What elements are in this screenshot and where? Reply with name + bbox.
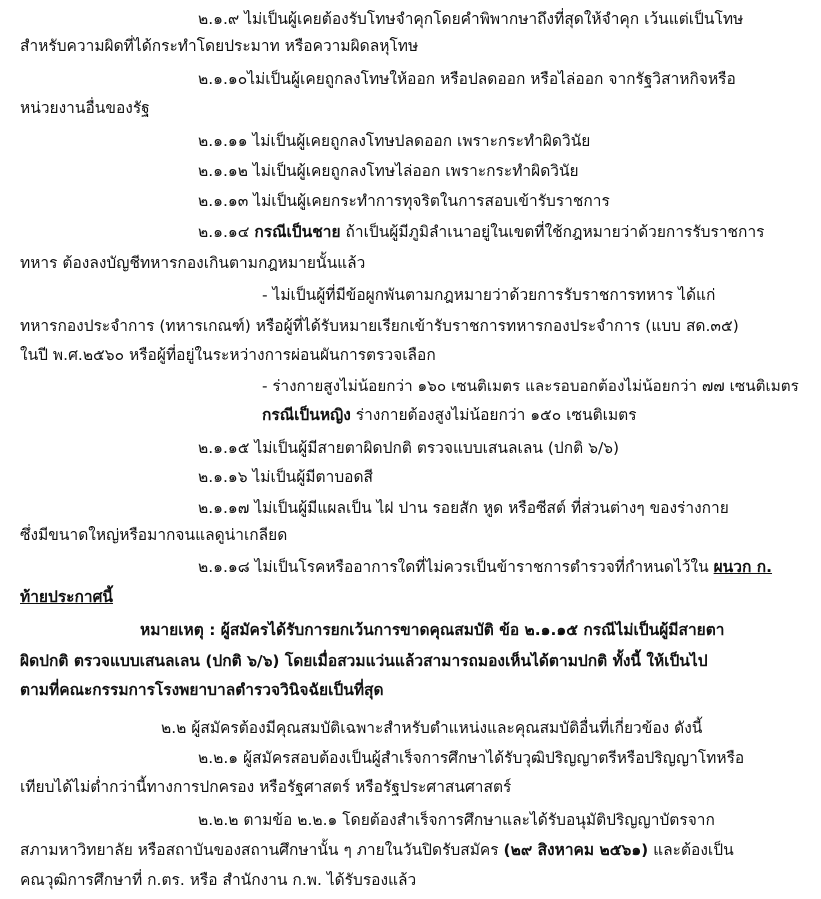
text-line: ทหารกองประจำการ (ทหารเกณฑ์) หรือผู้ที่ได้รับหมายเรียกเข้ารับราชการทหารกองประจำการ (แบบ สด.๓๕): [20, 317, 739, 335]
text-line: หน่วยงานอื่นของรัฐ: [20, 99, 150, 117]
text-line: ๒.๑.๑๒ ไม่เป็นผู้เคยถูกลงโทษไล่ออก เพราะกระทำผิดวินัย: [198, 162, 579, 180]
text-line: ๒.๑.๑๓ ไม่เป็นผู้เคยกระทำการทุจริตในการสอบเข้ารับราชการ: [198, 192, 610, 210]
text-line: ๒.๑.๑๐ไม่เป็นผู้เคยถูกลงโทษให้ออก หรือปลดออก หรือไล่ออก จากรัฐวิสาหกิจหรือ: [198, 70, 736, 88]
text-run: ถ้าเป็นผู้มีภูมิลำเนาอยู่ในเขตที่ใช้กฎหมายว่าด้วยการรับราชการ: [340, 223, 765, 241]
text-line: - ร่างกายสูงไม่น้อยกว่า ๑๖๐ เซนติเมตร และรอบอกต้องไม่น้อยกว่า ๗๗ เซนติเมตร: [262, 377, 799, 395]
annex-reference: ผนวก ก.: [713, 558, 773, 576]
text-line: ๒.๒.๑ ผู้สมัครสอบต้องเป็นผู้สำเร็จการศึกษาได้รับวุฒิปริญญาตรีหรือปริญญาโทหรือ: [198, 749, 745, 767]
text-line: ทหาร ต้องลงบัญชีทหารกองเกินตามกฎหมายนั้นแล้ว: [20, 254, 366, 272]
text-line: [198, 557, 772, 579]
text-line: ๒.๒.๒ ตามข้อ ๒.๒.๑ โดยต้องสำเร็จการศึกษาและได้รับอนุมัติปริญญาบัตรจาก: [198, 811, 715, 829]
remark-line: หมายเหตุ : ผู้สมัครได้รับการยกเว้นการขาดคุณสมบัติ ข้อ ๒.๑.๑๕ กรณีไม่เป็นผู้มีสายตา: [140, 621, 725, 639]
text-line: คณวุฒิการศึกษาที่ ก.ตร. หรือ สำนักงาน ก.พ. ได้รับรองแล้ว: [20, 871, 417, 889]
text-line: [20, 840, 734, 862]
male-case-heading: กรณีเป็นชาย: [254, 223, 341, 241]
text-line: สำหรับความผิดที่ได้กระทำโดยประมาท หรือความผิดลหุโทษ: [20, 37, 419, 55]
text-line: ในปี พ.ศ.๒๕๖๐ หรือผู้ที่อยู่ในระหว่างการผ่อนผันการตรวจเลือก: [20, 346, 436, 364]
text-line: [20, 587, 113, 609]
text-line: [198, 222, 764, 244]
text-line: ๒.๑.๑๖ ไม่เป็นผู้มีตาบอดสี: [198, 468, 374, 486]
text-run: และต้องเป็น: [648, 841, 734, 859]
text-line: ๒.๒ ผู้สมัครต้องมีคุณสมบัติเฉพาะสำหรับตำแหน่งและคุณสมบัติอื่นที่เกี่ยวข้อง ดังนี้: [161, 719, 703, 737]
text-line: ๒.๑.๑๕ ไม่เป็นผู้มีสายตาผิดปกติ ตรวจแบบเสนลเลน (ปกติ ๖/๖): [198, 439, 620, 457]
annex-reference: ท้ายประกาศนี้: [20, 588, 114, 606]
text-line: ๒.๑.๑๑ ไม่เป็นผู้เคยถูกลงโทษปลดออก เพราะกระทำผิดวินัย: [198, 132, 591, 150]
text-run: ๒.๑.๑๔: [198, 223, 255, 241]
text-line: เทียบได้ไม่ต่ำกว่านี้ทางการปกครอง หรือรัฐศาสตร์ หรือรัฐประศาสนศาสตร์: [20, 778, 512, 796]
text-run: ร่างกายต้องสูงไม่น้อยกว่า ๑๕๐ เซนติเมตร: [350, 406, 637, 424]
remark-line: ผิดปกติ ตรวจแบบเสนลเลน (ปกติ ๖/๖) โดยเมื่อสวมแว่นแล้วสามารถมองเห็นได้ตามปกติ ทั้งนี้ ให้เป็นไป: [20, 652, 708, 670]
text-line: ซึ่งมีขนาดใหญ่หรือมากจนแลดูน่าเกลียด: [20, 526, 288, 544]
female-case-heading: กรณีเป็นหญิง: [262, 406, 351, 424]
text-line: ๒.๑.๑๗ ไม่เป็นผู้มีแผลเป็น ไฝ ปาน รอยสัก หูด หรือซีสต์ ที่ส่วนต่างๆ ของร่างกาย: [198, 499, 729, 517]
text-line: ๒.๑.๙ ไม่เป็นผู้เคยต้องรับโทษจำคุกโดยคำพิพากษาถึงที่สุดให้จำคุก เว้นแต่เป็นโทษ: [198, 10, 744, 28]
text-run: ๒.๑.๑๘ ไม่เป็นโรคหรืออาการใดที่ไม่ควรเป็นข้าราชการตำรวจที่กำหนดไว้ใน: [198, 558, 714, 576]
remark-line: ตามที่คณะกรรมการโรงพยาบาลตำรวจวินิจฉัยเป็นที่สุด: [20, 681, 384, 699]
text-line: [262, 405, 637, 427]
text-line: - ไม่เป็นผู้ที่มีข้อผูกพันตามกฎหมายว่าด้วยการรับราชการทหาร ได้แก่: [262, 286, 716, 304]
text-run: สภามหาวิทยาลัย หรือสถาบันของสถานศึกษานั้น ๆ ภายในวันปิดรับสมัคร: [20, 841, 504, 859]
closing-date: (๒๙ สิงหาคม ๒๕๖๑): [503, 841, 649, 859]
